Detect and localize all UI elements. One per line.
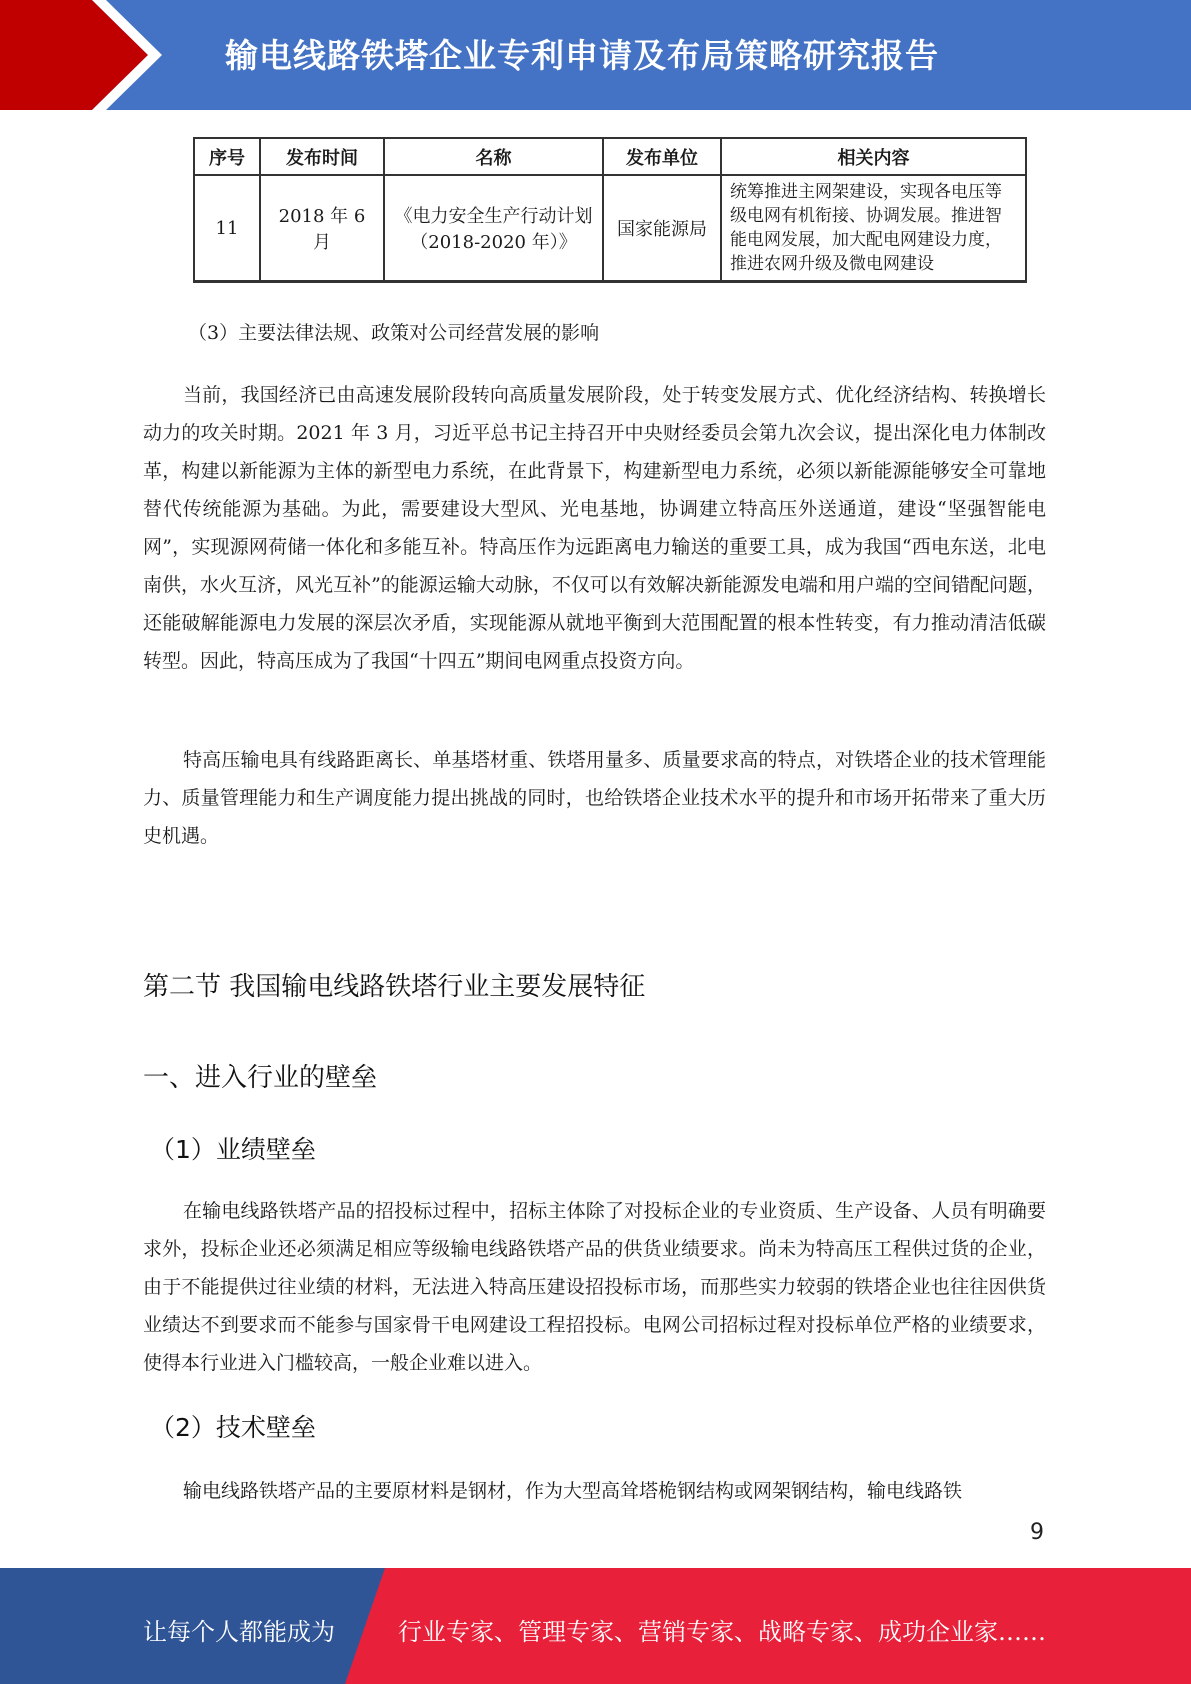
paragraph-performance-barrier: 在输电线路铁塔产品的招投标过程中，招标主体除了对投标企业的专业资质、生产设备、人员有明确要求外，投标企业还必须满足相应等级输电线路铁塔产品的供货业绩要求。尚未为特高压工程供过货的企业，由于不能提供过往业绩的材料，无法进入特高压建设招投标市场，而那些实力较弱的铁塔企业也往往因供货业绩达不到要求而不能参与国家骨干电网建设工程招投标。电网公司招标过程对投标单位严格的业绩要求，使得本行业进入门槛较高，一般企业难以进入。 [143, 1200, 1046, 1374]
section-title: 第二节 我国输电线路铁塔行业主要发展特征 [143, 972, 646, 1002]
subheading-policy-impact: （3）主要法律法规、政策对公司经营发展的影响 [188, 322, 600, 344]
paragraph-technical-barrier: 输电线路铁塔产品的主要原材料是钢材，作为大型高耸塔桅钢结构或网架钢结构，输电线路铁 [183, 1480, 963, 1502]
col-header-issuer: 发布单位 [603, 138, 721, 175]
table-header-row [194, 138, 1026, 175]
policy-table [193, 137, 1027, 283]
col-header-content: 相关内容 [721, 138, 1026, 175]
header-red-arrow [0, 0, 148, 110]
footer-slogan-right: 行业专家、管理专家、营销专家、战略专家、成功企业家…… [398, 1618, 1046, 1646]
cell-issuer: 国家能源局 [603, 175, 721, 282]
cell-content: 统筹推进主网架建设，实现各电压等级电网有机衔接、协调发展。推进智能电网发展，加大配电网建设力度，推进农网升级及微电网建设 [721, 175, 1026, 282]
page-footer [0, 1568, 1191, 1684]
paragraph-background: 当前，我国经济已由高速发展阶段转向高质量发展阶段，处于转变发展方式、优化经济结构、转换增长动力的攻关时期。2021 年 3 月，习近平总书记主持召开中央财经委员会第九次会议，提出深化电力体制改革，构建以新能源为主体的新型电力系统，在此背景下，构建新型电力系统，必须以新能源能够安全可靠地替代传统能源为基础。为此，需要建设大型风、光电基地，协调建立特高压外送通道，建设“坚强智能电网”，实现源网荷储一体化和多能互补。特高压作为远距离电力输送的重要工具，成为我国“西电东送，北电南供，水火互济，风光互补”的能源运输大动脉，不仅可以有效解决新能源发电端和用户端的空间错配问题，还能破解能源电力发展的深层次矛盾，实现能源从就地平衡到大范围配置的根本性转变，有力推动清洁低碳转型。因此，特高压成为了我国“十四五”期间电网重点投资方向。 [143, 384, 1046, 672]
item-title-performance-barrier: （1）业绩壁垒 [150, 1135, 316, 1164]
col-header-date: 发布时间 [260, 138, 384, 175]
cell-name: 《电力安全生产行动计划（2018-2020 年）》 [384, 175, 603, 282]
col-header-name: 名称 [384, 138, 603, 175]
page-number: 9 [1030, 1520, 1044, 1545]
report-title: 输电线路铁塔企业专利申请及布局策略研究报告 [225, 36, 939, 75]
paragraph-uhv-opportunity: 特高压输电具有线路距离长、单基塔材重、铁塔用量多、质量要求高的特点，对铁塔企业的技术管理能力、质量管理能力和生产调度能力提出挑战的同时，也给铁塔企业技术水平的提升和市场开拓带来了重大历史机遇。 [143, 749, 1046, 847]
col-header-no: 序号 [194, 138, 260, 175]
cell-no: 11 [194, 175, 260, 282]
table-row [194, 175, 1026, 282]
item-title-technical-barrier: （2）技术壁垒 [150, 1413, 316, 1442]
subsection-title: 一、进入行业的壁垒 [143, 1063, 378, 1093]
page-header [0, 0, 1191, 110]
cell-date: 2018 年 6 月 [260, 175, 384, 282]
footer-slogan-left: 让每个人都能成为 [143, 1618, 335, 1646]
